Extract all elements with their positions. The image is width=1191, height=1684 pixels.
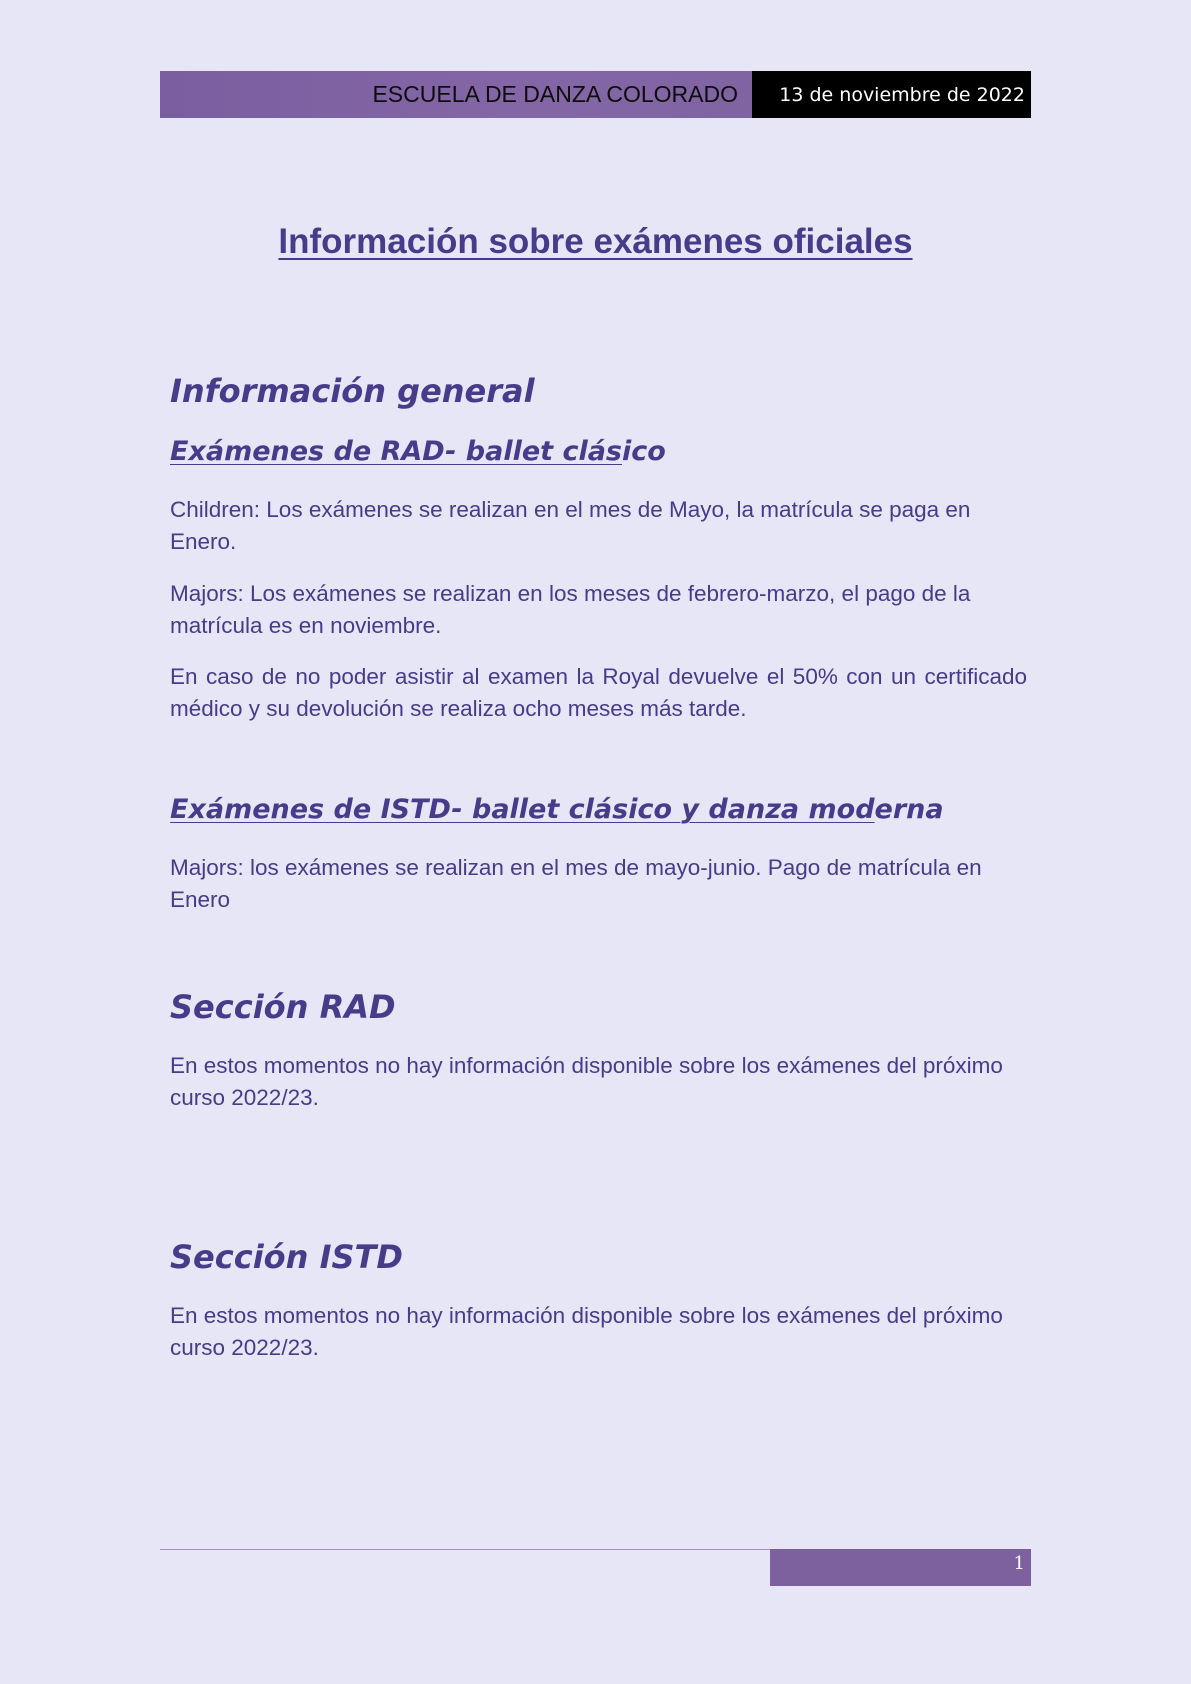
header-date: 13 de noviembre de 2022 [779,83,1025,106]
heading-section-istd: Sección ISTD [170,1238,403,1276]
subheading-istd-underlined: Exámenes de ISTD- ballet clásico y danza mod [170,794,875,825]
school-name: ESCUELA DE DANZA COLORADO [372,81,738,107]
header-title-bar [160,71,752,118]
page-number: 1 [1013,1553,1025,1574]
header-date-box [752,71,1031,118]
paragraph-rad-majors: Majors: Los exámenes se realizan en los meses de febrero-marzo, el pago de la matrícula es en noviembre. [170,581,971,638]
subheading-istd-exams [170,794,944,825]
page-header [160,71,1031,118]
subheading-rad-exams [170,436,666,467]
paragraph-section-istd: En estos momentos no hay información disponible sobre los exámenes del próximo curso 2022/23. [170,1303,1003,1360]
subheading-rad-rest: ico [622,436,666,467]
document-title: Información sobre exámenes oficiales [278,222,913,261]
paragraph-rad-children: Children: Los exámenes se realizan en el mes de Mayo, la matrícula se paga en Enero. [170,497,971,554]
paragraph-section-rad: En estos momentos no hay información disponible sobre los exámenes del próximo curso 2022/23. [170,1053,1003,1110]
footer-page-box [770,1549,1031,1586]
subheading-rad-underlined: Exámenes de RAD- ballet clás [170,436,622,467]
paragraph-istd-majors: Majors: los exámenes se realizan en el mes de mayo-junio. Pago de matrícula en Enero [170,855,982,912]
heading-section-rad: Sección RAD [170,988,396,1026]
paragraph-rad-refund: En caso de no poder asistir al examen la Royal devuelve el 50% con un certificado médico y su devolución se realiza ocho meses más tarde. [170,664,1027,721]
heading-general: Información general [170,372,535,410]
subheading-istd-rest: erna [874,794,944,825]
